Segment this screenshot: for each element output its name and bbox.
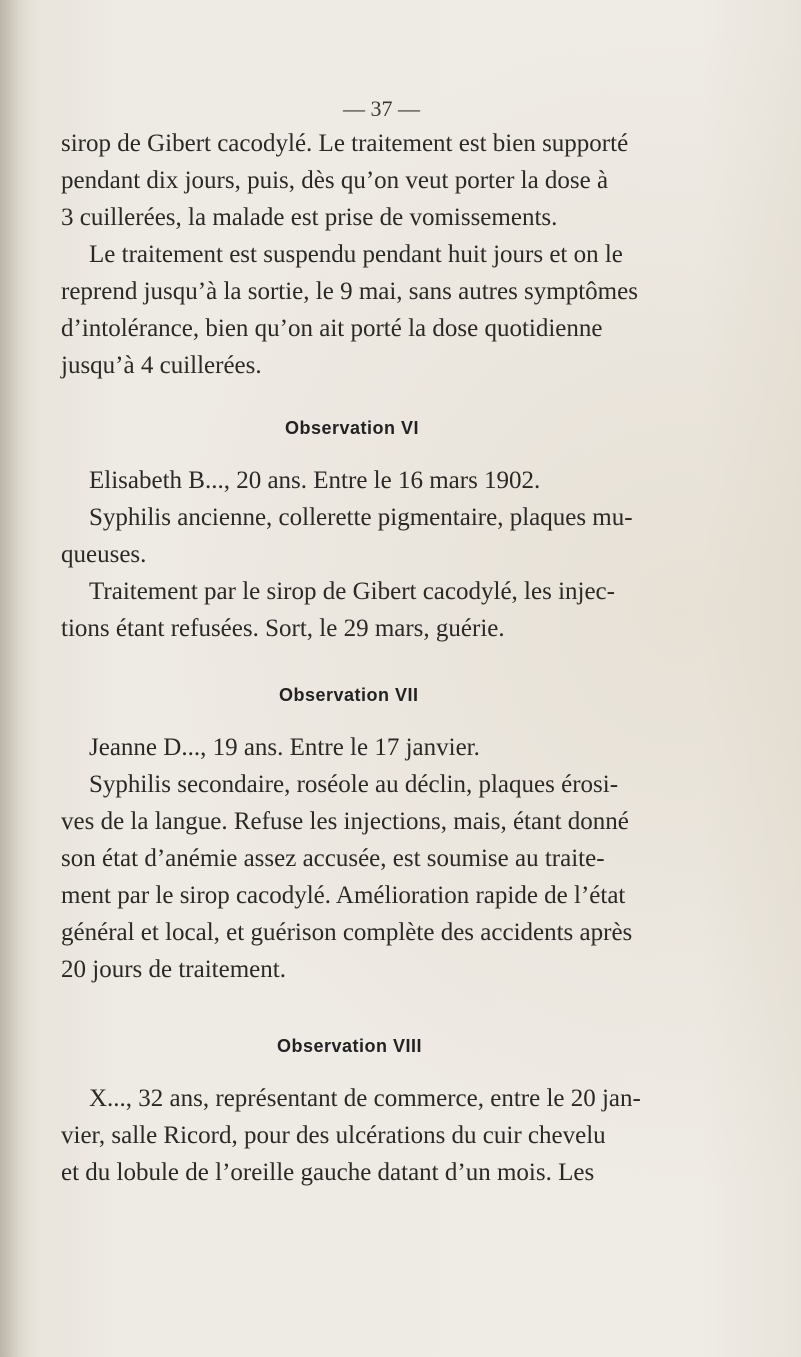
observation-heading: Observation VII	[279, 685, 419, 705]
text-line: Syphilis secondaire, roséole au déclin, plaques érosi-	[89, 771, 619, 798]
text-line: reprend jusqu’à la sortie, le 9 mai, sans autres symptômes	[61, 278, 638, 305]
text-line: ment par le sirop cacodylé. Amélioration rapide de l’état	[61, 882, 626, 909]
text-line: Syphilis ancienne, collerette pigmentaire, plaques mu-	[89, 504, 633, 531]
text-line: tions étant refusées. Sort, le 29 mars, guérie.	[61, 615, 505, 642]
text-line: Le traitement est suspendu pendant huit jours et on le	[89, 241, 623, 268]
text-line: 20 jours de traitement.	[61, 956, 286, 983]
text-line: vier, salle Ricord, pour des ulcérations du cuir chevelu	[61, 1122, 606, 1149]
text-line: d’intolérance, bien qu’on ait porté la dose quotidienne	[61, 315, 603, 342]
text-line: 3 cuillerées, la malade est prise de vomissements.	[61, 204, 558, 231]
text-line: pendant dix jours, puis, dès qu’on veut porter la dose à	[61, 167, 609, 194]
text-line: queuses.	[61, 541, 147, 568]
text-line: Jeanne D..., 19 ans. Entre le 17 janvier.	[89, 734, 480, 761]
text-line: ves de la langue. Refuse les injections, mais, étant donné	[61, 808, 629, 835]
observation-heading: Observation VIII	[277, 1036, 423, 1056]
text-line: jusqu’à 4 cuillerées.	[61, 352, 262, 379]
text-line: son état d’anémie assez accusée, est soumise au traite-	[61, 845, 605, 872]
text-line: Elisabeth B..., 20 ans. Entre le 16 mars 1902.	[89, 467, 541, 494]
page-number: — 37 —	[343, 96, 420, 121]
text-line: X..., 32 ans, représentant de commerce, entre le 20 jan-	[89, 1085, 641, 1112]
text-line: et du lobule de l’oreille gauche datant d’un mois. Les	[61, 1159, 595, 1186]
text-line: Traitement par le sirop de Gibert cacodylé, les injec-	[89, 578, 615, 605]
text-line: sirop de Gibert cacodylé. Le traitement est bien supporté	[61, 130, 629, 157]
page-gutter-shadow	[0, 0, 28, 1357]
observation-heading: Observation VI	[285, 418, 420, 438]
text-line: général et local, et guérison complète des accidents après	[61, 919, 633, 946]
